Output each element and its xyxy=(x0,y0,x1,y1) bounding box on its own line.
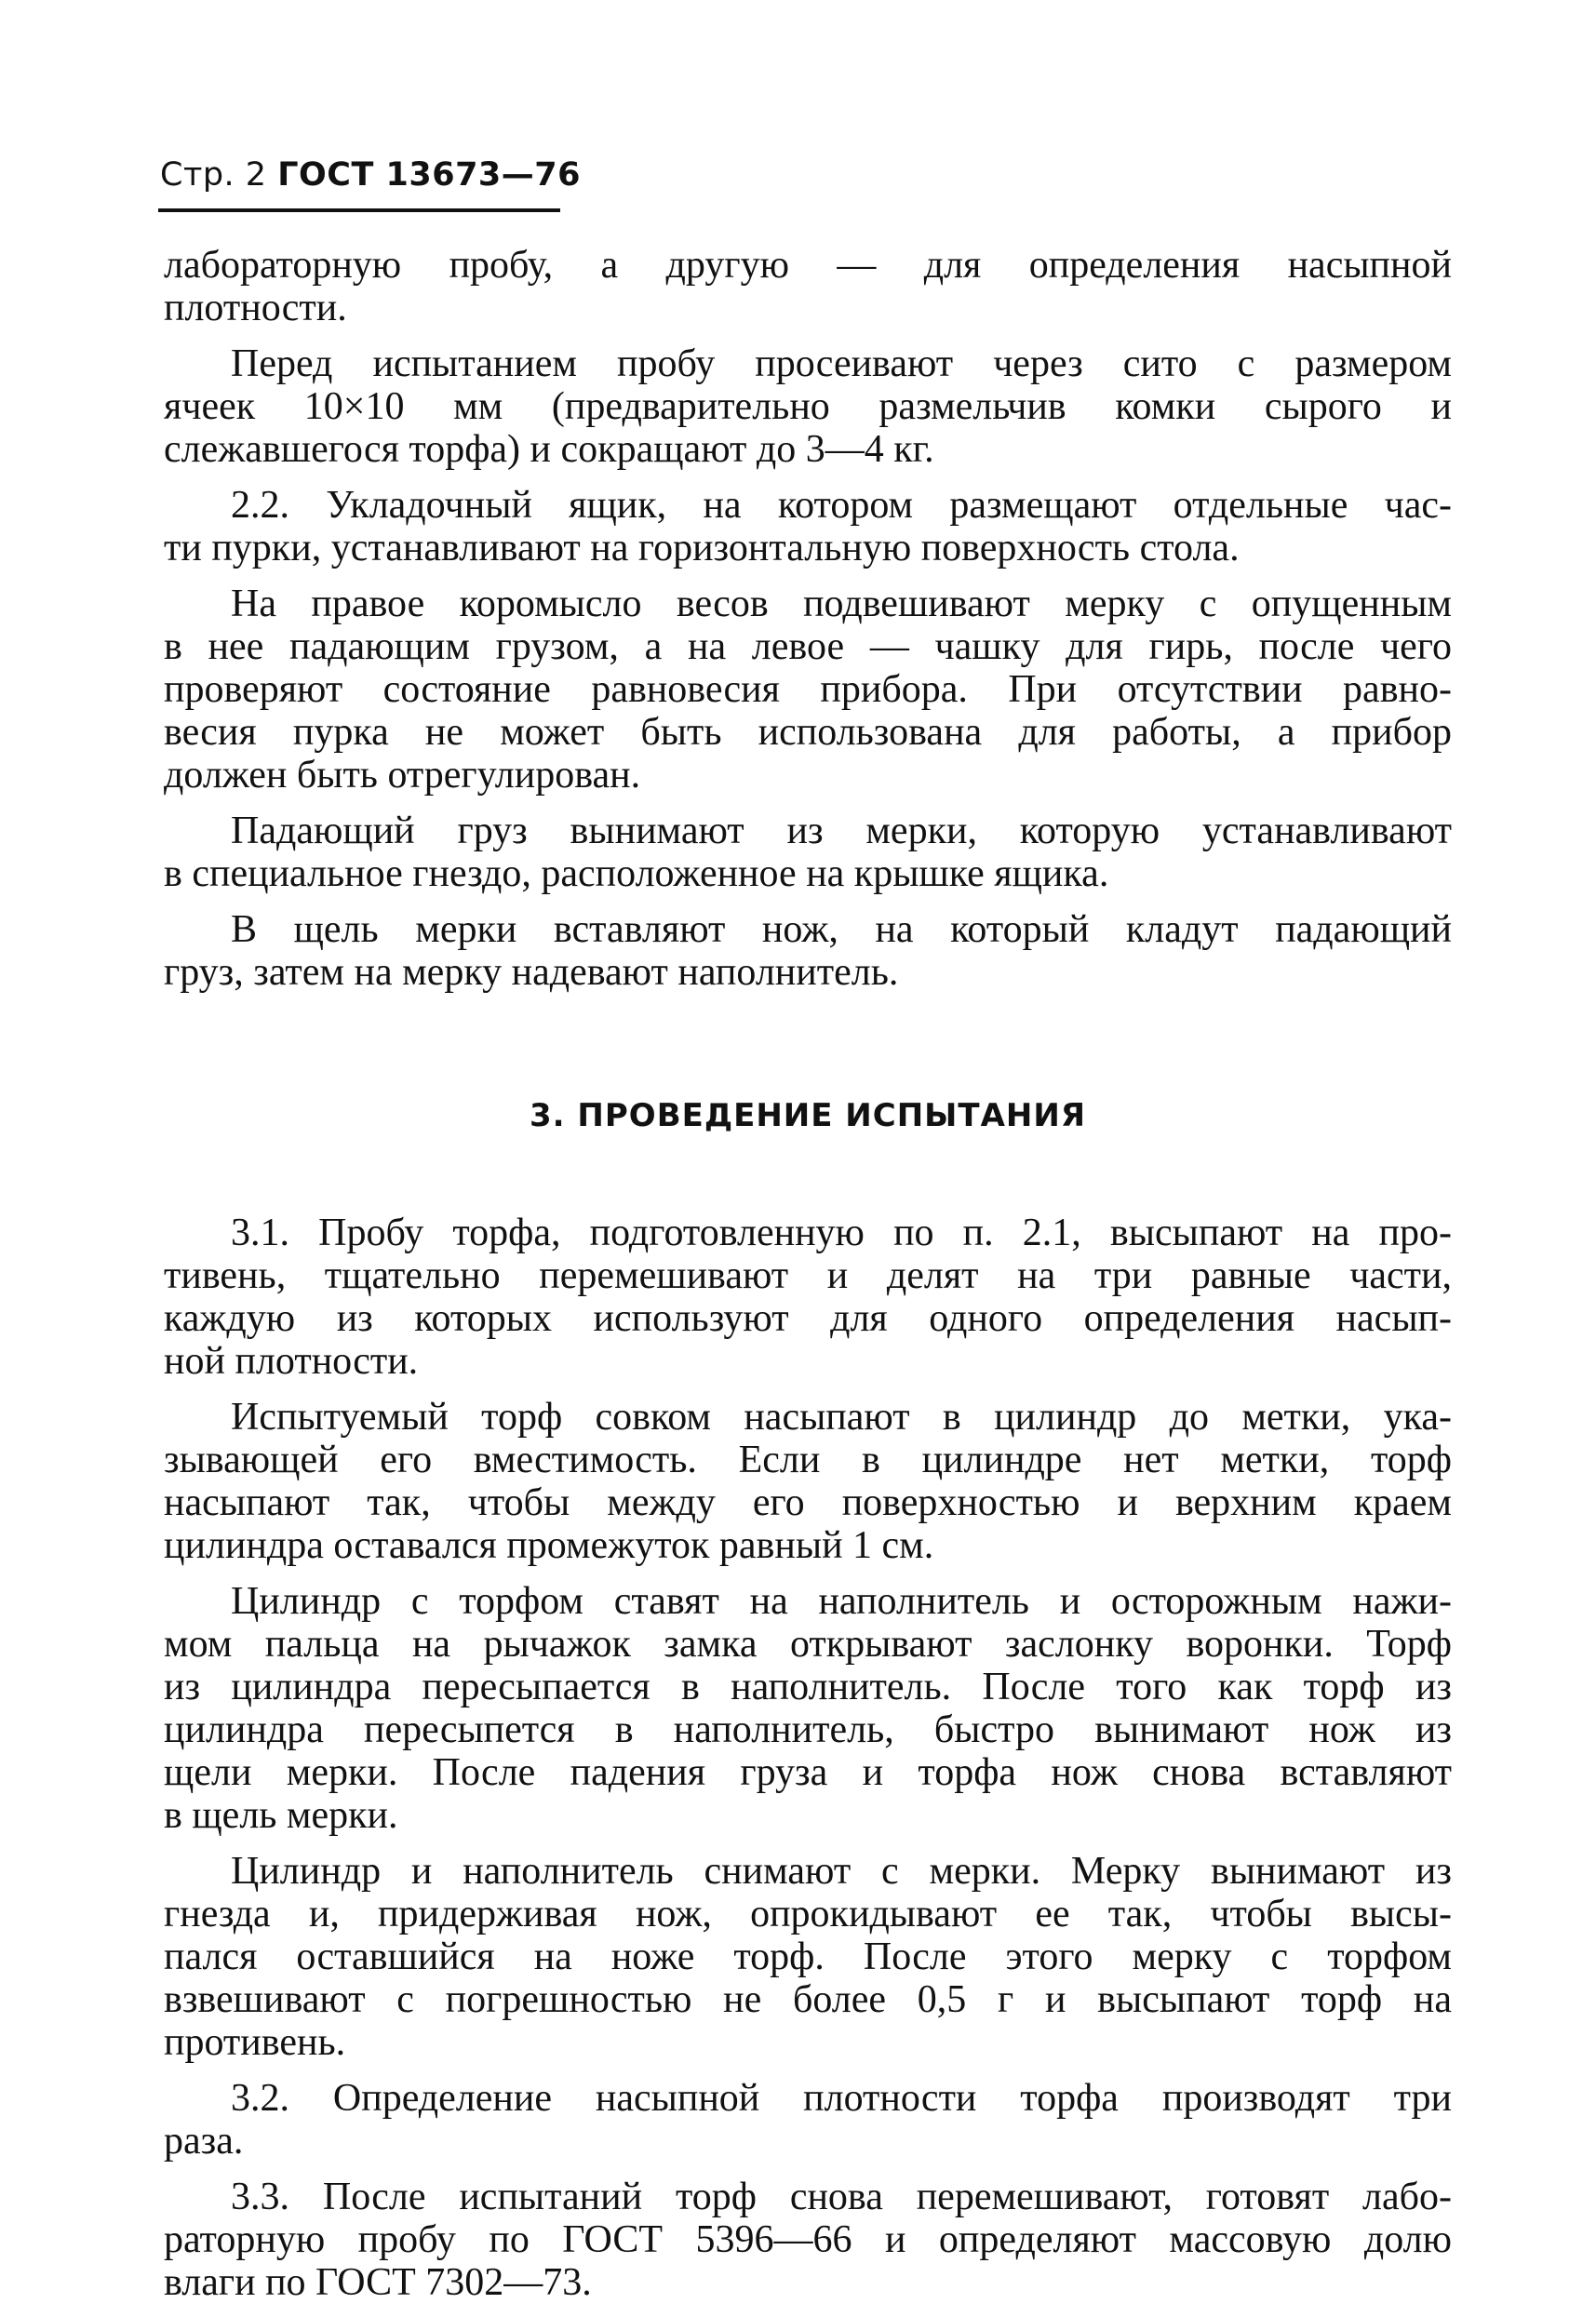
paragraph xyxy=(164,244,1452,329)
text-line: цилиндра оставался промежуток равный 1 см. xyxy=(164,1524,934,1567)
text-line: 3.3. После испытаний торф снова перемешивают, готовят лабо- xyxy=(231,2176,1452,2218)
text-line: На правое коромысло весов подвешивают мерку с опущенным xyxy=(231,583,1452,625)
text-line: влаги по ГОСТ 7302—73. xyxy=(164,2261,592,2304)
paragraph xyxy=(164,1850,1452,2064)
text-line: раза. xyxy=(164,2120,244,2163)
text-line: в специальное гнездо, расположенное на крышке ящика. xyxy=(164,852,1109,895)
paragraph xyxy=(164,1580,1452,1837)
text-line: Перед испытанием пробу просеивают через сито с размером xyxy=(231,342,1452,385)
text-line: проверяют состояние равновесия прибора. При отсутствии равно- xyxy=(164,668,1452,711)
text-line: щели мерки. После падения груза и торфа нож снова вставляют xyxy=(164,1751,1452,1794)
header-rule xyxy=(158,208,560,212)
text-line: взвешивают с погрешностью не более 0,5 г и высыпают торф на xyxy=(164,1978,1452,2021)
section-3-body xyxy=(164,1212,1452,2304)
text-line: тивень, тщательно перемешивают и делят на три равные части, xyxy=(164,1254,1452,1297)
text-line: груз, затем на мерку надевают наполнитель. xyxy=(164,951,899,994)
text-line: 2.2. Укладочный ящик, на котором размещают отдельные час- xyxy=(231,484,1452,527)
page-header xyxy=(160,156,581,194)
text-line: Цилиндр с торфом ставят на наполнитель и осторожным нажи- xyxy=(231,1580,1452,1623)
section-3-title: 3. ПРОВЕДЕНИЕ ИСПЫТАНИЯ xyxy=(530,1097,1086,1134)
text-line: Падающий груз вынимают из мерки, которую устанавливают xyxy=(231,810,1452,852)
page-number: Стр. 2 xyxy=(160,156,267,194)
text-line: весия пурка не может быть использована для работы, а прибор xyxy=(164,711,1452,754)
text-line: из цилиндра пересыпается в наполнитель. После того как торф из xyxy=(164,1666,1452,1708)
paragraph xyxy=(164,484,1452,569)
text-line: ячеек 10×10 мм (предварительно размельчив комки сырого и xyxy=(164,385,1452,428)
paragraph xyxy=(164,342,1452,471)
text-line: в нее падающим грузом, а на левое — чашку для гирь, после чего xyxy=(164,625,1452,668)
text-line: 3.1. Пробу торфа, подготовленную по п. 2.1, высыпают на про- xyxy=(231,1212,1452,1254)
paragraph xyxy=(164,2176,1452,2304)
text-line: мом пальца на рычажок замка открывают заслонку воронки. Торф xyxy=(164,1623,1452,1666)
section-2-continuation xyxy=(164,244,1452,994)
text-line: в щель мерки. xyxy=(164,1794,398,1837)
text-line: 3.2. Определение насыпной плотности торфа производят три xyxy=(231,2077,1452,2120)
text-line: В щель мерки вставляют нож, на который кладут падающий xyxy=(231,908,1452,951)
text-line: Цилиндр и наполнитель снимают с мерки. Мерку вынимают из xyxy=(231,1850,1452,1893)
text-line: каждую из которых используют для одного определения насып- xyxy=(164,1297,1452,1340)
text-line: слежавшегося торфа) и сокращают до 3—4 кг. xyxy=(164,428,934,471)
standard-number: ГОСТ 13673—76 xyxy=(277,156,581,194)
text-line: плотности. xyxy=(164,287,347,329)
paragraph xyxy=(164,1212,1452,1383)
text-line: насыпают так, чтобы между его поверхностью и верхним краем xyxy=(164,1481,1452,1524)
text-line: лабораторную пробу, а другую — для определения насыпной xyxy=(164,244,1452,287)
paragraph xyxy=(164,810,1452,895)
text-line: зывающей его вместимость. Если в цилиндре нет метки, торф xyxy=(164,1439,1452,1481)
paragraph xyxy=(164,908,1452,994)
text-line: цилиндра пересыпется в наполнитель, быстро вынимают нож из xyxy=(164,1708,1452,1751)
text-line: Испытуемый торф совком насыпают в цилиндр до метки, ука- xyxy=(231,1396,1452,1439)
text-line: гнезда и, придерживая нож, опрокидывают ее так, чтобы высы- xyxy=(164,1893,1452,1935)
text-line: раторную пробу по ГОСТ 5396—66 и определяют массовую долю xyxy=(164,2218,1452,2261)
text-line: ти пурки, устанавливают на горизонтальную поверхность стола. xyxy=(164,527,1240,569)
text-line: пался оставшийся на ноже торф. После этого мерку с торфом xyxy=(164,1935,1452,1978)
document-body xyxy=(164,244,1452,2317)
paragraph xyxy=(164,583,1452,797)
text-line: должен быть отрегулирован. xyxy=(164,754,641,797)
text-line: противень. xyxy=(164,2021,346,2064)
paragraph xyxy=(164,1396,1452,1567)
text-line: ной плотности. xyxy=(164,1340,419,1383)
paragraph xyxy=(164,2077,1452,2163)
